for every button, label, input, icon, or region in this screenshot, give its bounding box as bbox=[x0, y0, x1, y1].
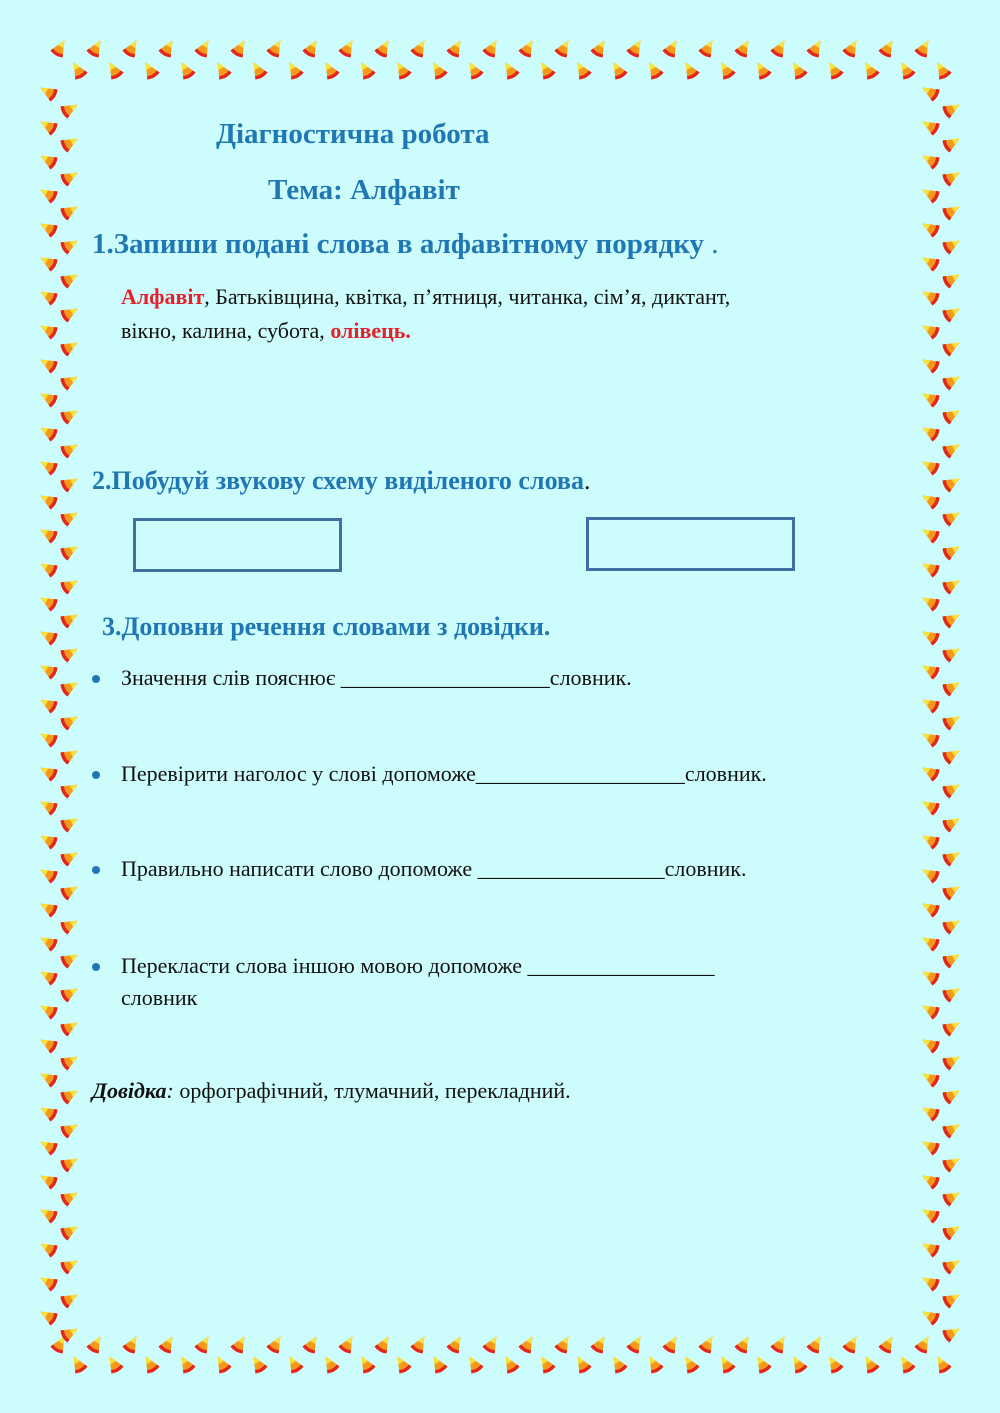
task2-heading-end: . bbox=[583, 466, 591, 495]
task1-heading-text: 1.Запиши подані слова в алфавітному порядку bbox=[92, 228, 705, 260]
task1-words-line1 bbox=[121, 280, 730, 314]
task3-item-3: Правильно написати слово допоможе _________________словник. bbox=[121, 856, 747, 881]
task2-heading-text: 2.Побудуй звукову схему виділеного слова bbox=[92, 466, 584, 495]
word-olivets: олівець. bbox=[330, 318, 411, 343]
reference-line bbox=[92, 1078, 571, 1104]
task1-heading bbox=[92, 228, 719, 261]
page-subtitle: Тема: Алфавіт bbox=[268, 174, 460, 206]
task3-item-2: Перевірити наголос у слові допоможе___________________словник. bbox=[121, 761, 767, 786]
bullet-1 bbox=[92, 675, 100, 683]
sound-scheme-box-1[interactable] bbox=[133, 518, 342, 572]
reference-label: Довідка bbox=[92, 1078, 167, 1103]
task1-words-line2 bbox=[121, 314, 411, 348]
task3-heading: 3.Доповни речення словами з довідки. bbox=[102, 612, 551, 641]
page-title: Діагностична робота bbox=[216, 118, 490, 150]
task1-heading-end: . bbox=[704, 228, 719, 260]
bullet-4 bbox=[92, 963, 100, 971]
words-line1-rest: , Батьківщина, квітка, п’ятниця, читанка, сім’я, диктант, bbox=[204, 284, 731, 309]
bullet-3 bbox=[92, 866, 100, 874]
sound-scheme-box-2[interactable] bbox=[586, 517, 795, 571]
reference-text: орфографічний, тлумачний, перекладний. bbox=[179, 1078, 571, 1103]
task3-item-4: Перекласти слова іншою мовою допоможе _________________ bbox=[121, 953, 715, 978]
bullet-2 bbox=[92, 771, 100, 779]
task2-heading bbox=[92, 466, 590, 496]
reference-colon: : bbox=[166, 1078, 180, 1103]
task3-item-1: Значення слів пояснює ___________________словник. bbox=[121, 665, 632, 690]
words-line2: вікно, калина, субота, bbox=[121, 318, 331, 343]
word-alfavit: Алфавіт bbox=[121, 284, 205, 309]
task3-item-4-line2: словник bbox=[121, 985, 198, 1010]
